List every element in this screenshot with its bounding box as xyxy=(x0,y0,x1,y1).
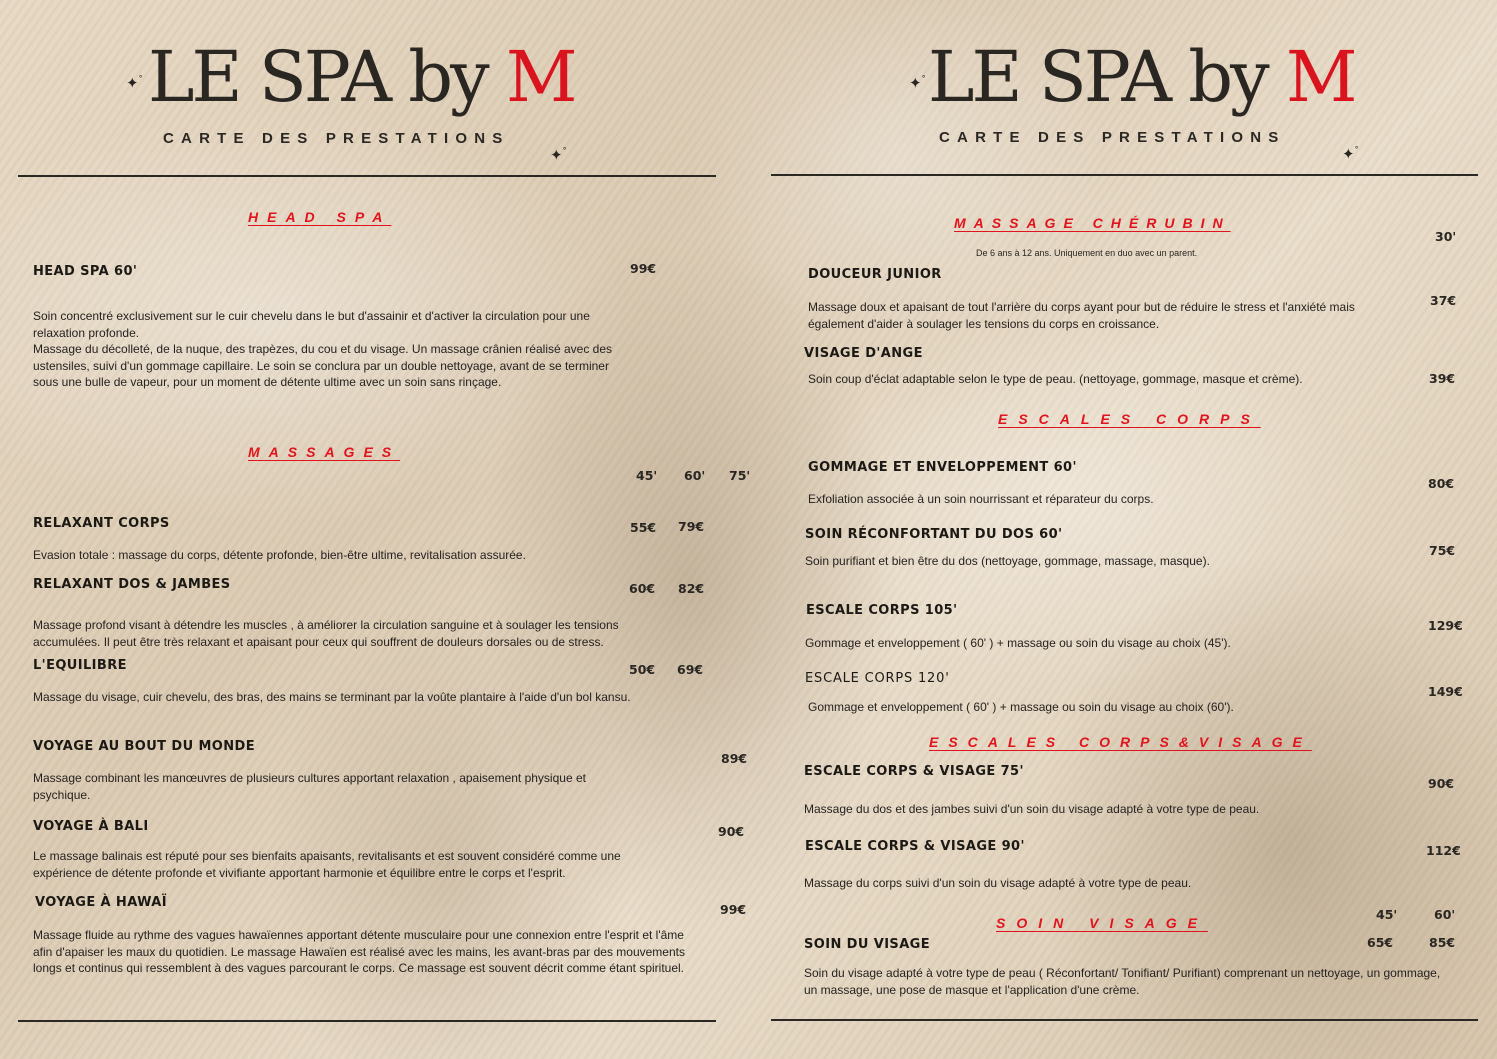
duration-header: 45' xyxy=(636,468,658,483)
section-title-massage-cherubin: MASSAGE CHÉRUBIN xyxy=(954,215,1231,231)
item-voyage-hawai: VOYAGE À HAWAÏ xyxy=(35,895,167,910)
divider xyxy=(18,1020,716,1022)
sparkle-icon: ✦° xyxy=(550,146,567,164)
item-escale-corps-120: ESCALE CORPS 120' xyxy=(805,671,950,686)
item-description: Le massage balinais est réputé pour ses bienfaits apaisants, revitalisants et est souvent considéré comme une expérience de détente profonde et vivifiante apportant harmonie et équilibre entre le corps et l'esprit. xyxy=(33,849,621,880)
item-escale-corps-visage-90: ESCALE CORPS & VISAGE 90' xyxy=(805,839,1025,854)
item-description: Soin du visage adapté à votre type de peau ( Réconfortant/ Tonifiant/ Purifiant) comprenant un nettoyage, un gommage, un massage, une pose de masque et l'application d'une crème. xyxy=(804,966,1441,997)
item-description: Massage fluide au rythme des vagues hawaïennes apportant détente musculaire pour une connexion entre l'esprit et l'âme afin d'apaiser les maux du quotidien. Le massage Hawaïen est réalisé avec les mains, les avant-bras par des mouvements longs et continus qui ressemblent à des vagues parcourant le corps. Ce massage est souvent décrit comme étant spirituel. xyxy=(33,928,685,975)
item-relaxant-dos-jambes: RELAXANT DOS & JAMBES xyxy=(33,577,231,592)
duration-header: 30' xyxy=(1435,229,1457,244)
price-45: 65€ xyxy=(1367,935,1394,950)
sparkle-icon: ✦° xyxy=(126,74,143,92)
sparkle-icon: ✦° xyxy=(1342,145,1359,163)
item-gommage-enveloppement: GOMMAGE ET ENVELOPPEMENT 60' xyxy=(808,460,1077,475)
item-escale-corps-visage-75: ESCALE CORPS & VISAGE 75' xyxy=(804,764,1024,779)
age-note: De 6 ans à 12 ans. Uniquement en duo avec un parent. xyxy=(976,248,1198,258)
item-equilibre: L'EQUILIBRE xyxy=(33,658,127,673)
item-head-spa-60: HEAD SPA 60' xyxy=(33,264,138,279)
page-subtitle: CARTE DES PRESTATIONS xyxy=(939,129,1286,146)
brand-logo: LE SPA by M xyxy=(148,36,575,118)
item-soin-du-visage: SOIN DU VISAGE xyxy=(804,937,931,952)
price-45: 50€ xyxy=(629,662,656,677)
item-description: Soin concentré exclusivement sur le cuir chevelu dans le but d'assainir et d'activer la circulation pour une relaxation profonde. xyxy=(33,309,590,340)
duration-header: 60' xyxy=(1434,907,1456,922)
item-description: Massage du corps suivi d'un soin du visage adapté à votre type de peau. xyxy=(804,876,1192,890)
price-60: 69€ xyxy=(677,662,704,677)
item-description: Massage du décolleté, de la nuque, des trapèzes, du cou et du visage. Un massage crânien réalisé avec des ustensiles, suivi d'un gommage capillaire. Le soin se conclura par un double nettoyage, avant de se terminer sous une bulle de vapeur, pour un moment de détente ultime avec un soin sans rinçage. xyxy=(33,342,613,389)
section-title-massages: MASSAGES xyxy=(248,444,401,460)
item-description: Gommage et enveloppement ( 60' ) + massage ou soin du visage au choix (60'). xyxy=(808,700,1234,714)
divider xyxy=(771,174,1478,176)
item-description: Soin purifiant et bien être du dos (nettoyage, gommage, massage, masque). xyxy=(805,554,1210,568)
divider xyxy=(771,1019,1478,1021)
item-description: Exfoliation associée à un soin nourrissant et réparateur du corps. xyxy=(808,492,1154,506)
item-description: Massage doux et apaisant de tout l'arrière du corps ayant pour but de réduire le stress et l'anxiété mais également d'aider à soulager les tensions du corps en croissance. xyxy=(808,300,1355,331)
price-single: 80€ xyxy=(1428,476,1455,491)
price-45: 55€ xyxy=(630,520,657,535)
price-single: 112€ xyxy=(1426,843,1461,858)
item-description: Soin coup d'éclat adaptable selon le type de peau. (nettoyage, gommage, masque et crème). xyxy=(808,372,1303,386)
price-60: 79€ xyxy=(678,519,705,534)
item-visage-ange: VISAGE D'ANGE xyxy=(804,346,923,361)
item-escale-corps-105: ESCALE CORPS 105' xyxy=(806,603,958,618)
section-title-soin-visage: SOIN VISAGE xyxy=(996,915,1209,931)
section-title-escales-corps: ESCALES CORPS xyxy=(998,411,1261,427)
sparkle-icon: ✦° xyxy=(909,74,926,92)
price-single: 39€ xyxy=(1429,371,1456,386)
section-title-head-spa: HEAD SPA xyxy=(248,209,392,225)
item-description: Massage du dos et des jambes suivi d'un soin du visage adapté à votre type de peau. xyxy=(804,802,1260,816)
duration-header: 75' xyxy=(729,468,751,483)
price-45: 60€ xyxy=(629,581,656,596)
item-douceur-junior: DOUCEUR JUNIOR xyxy=(808,267,942,282)
item-relaxant-corps: RELAXANT CORPS xyxy=(33,516,170,531)
item-description: Massage profond visant à détendre les muscles , à améliorer la circulation sanguine et à soulager les tensions accumulées. Il peut être très relaxant et apaisant pour ceux qui souffrent de douleurs dorsales ou de stress. xyxy=(33,618,619,649)
item-description: Massage du visage, cuir chevelu, des bras, des mains se terminant par la voûte plantaire à l'aide d'un bol kansu. xyxy=(33,690,631,704)
price-60: 82€ xyxy=(678,581,705,596)
price-single: 90€ xyxy=(718,824,745,839)
item-description: Massage combinant les manœuvres de plusieurs cultures apportant relaxation , apaisement physique et psychique. xyxy=(33,771,586,802)
price-single: 149€ xyxy=(1428,684,1463,699)
duration-header: 60' xyxy=(684,468,706,483)
price-single: 129€ xyxy=(1428,618,1463,633)
page-subtitle: CARTE DES PRESTATIONS xyxy=(163,130,510,147)
item-voyage-bout-du-monde: VOYAGE AU BOUT DU MONDE xyxy=(33,739,255,754)
section-title-escales-corps-visage: ESCALES CORPS&VISAGE xyxy=(929,734,1312,750)
divider xyxy=(18,175,716,177)
price-single: 37€ xyxy=(1430,293,1457,308)
price-head-spa-60: 99€ xyxy=(630,261,657,276)
price-single: 89€ xyxy=(721,751,748,766)
item-description: Evasion totale : massage du corps, détente profonde, bien-être ultime, revitalisation assurée. xyxy=(33,548,526,562)
item-soin-reconfortant-dos: SOIN RÉCONFORTANT DU DOS 60' xyxy=(805,527,1063,542)
brand-logo: LE SPA by M xyxy=(928,36,1355,118)
price-single: 90€ xyxy=(1428,776,1455,791)
duration-header: 45' xyxy=(1376,907,1398,922)
item-description: Gommage et enveloppement ( 60' ) + massage ou soin du visage au choix (45'). xyxy=(805,636,1231,650)
price-single: 75€ xyxy=(1429,543,1456,558)
price-60: 85€ xyxy=(1429,935,1456,950)
item-voyage-bali: VOYAGE À BALI xyxy=(33,819,149,834)
price-single: 99€ xyxy=(720,902,747,917)
